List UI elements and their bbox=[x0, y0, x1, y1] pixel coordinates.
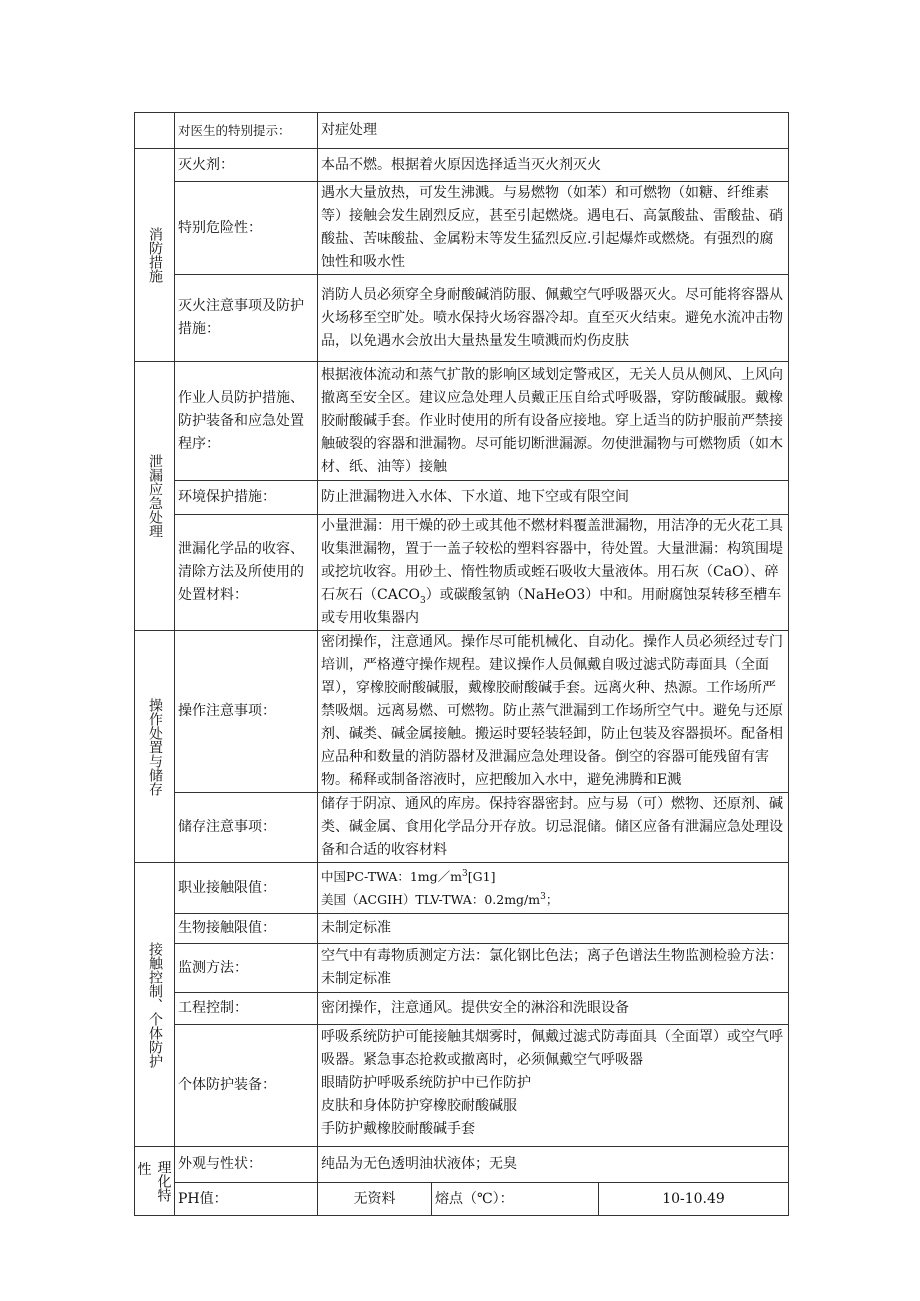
row-label: 操作注意事项： bbox=[175, 631, 318, 793]
row-label: 外观与性状： bbox=[175, 1147, 318, 1183]
melting-point-label: 熔点（℃）： bbox=[432, 1183, 599, 1216]
ppe-line: 呼吸系统防护可能接触其烟雾时，佩戴过滤式防毒面具（全面罩）或空气呼吸器。紧急事态抢救或撤离时，必须佩戴空气呼吸器 bbox=[321, 1029, 783, 1068]
row-label: 工程控制： bbox=[175, 993, 318, 1025]
row-value bbox=[318, 1025, 789, 1147]
row-value bbox=[318, 863, 789, 914]
row-value: 储存于阴凉、通风的库房。保持容器密封。应与易（可）燃物、还原剂、碱类、碱金属、食用化学品分开存放。切忌混储。储区应备有泄漏应急处理设备和合适的收容材料 bbox=[318, 793, 789, 863]
subscript: 3 bbox=[420, 595, 426, 606]
section-exposure-label: 接触控制、个体防护 bbox=[147, 941, 163, 1068]
row-value: 消防人员必须穿全身耐酸碱消防服、佩戴空气呼吸器灭火。尽可能将容器从火场移至空旷处。喷水保持火场容器冷却。直至灭火结束。避免水流冲击物品，以免遇水会放出大量热量发生喷溅而灼伤皮肤 bbox=[318, 275, 789, 362]
doctor-value: 对症处理 bbox=[318, 113, 789, 149]
row-label: 储存注意事项： bbox=[175, 793, 318, 863]
ppe-line: 眼睛防护呼吸系统防护中已作防护 bbox=[321, 1075, 531, 1091]
section-fire-label: 消防措施 bbox=[147, 227, 163, 283]
empty-section-cell bbox=[135, 113, 175, 149]
row-label: 环境保护措施： bbox=[175, 481, 318, 515]
row-label: 作业人员防护措施、防护装备和应急处置程序： bbox=[175, 362, 318, 481]
row-value bbox=[318, 515, 789, 631]
ppe-line: 皮肤和身体防护穿橡胶耐酸碱服 bbox=[321, 1098, 517, 1114]
row-value: 根据液体流动和蒸气扩散的影响区域划定警戒区，无关人员从侧风、上风向撤离至安全区。建议应急处理人员戴正压自给式呼吸器，穿防酸碱服。戴橡胶耐酸碱手套。作业时使用的所有设备应接地。穿上适当的防护服前严禁接触破裂的容器和泄漏物。尽可能切断泄漏源。勿使泄漏物与可燃物质（如木材、纸、油等）接触 bbox=[318, 362, 789, 481]
section-leak bbox=[135, 362, 175, 631]
section-physchem-label-a: 性 bbox=[137, 1162, 152, 1178]
row-label: 灭火剂： bbox=[175, 149, 318, 182]
table-row bbox=[135, 1025, 789, 1147]
row-value: 纯品为无色透明油状液体；无臭 bbox=[318, 1147, 789, 1183]
row-label: 职业接触限值： bbox=[175, 863, 318, 914]
exposure-line: 中国PC-TWA：$1mg/m^3[G1]$ bbox=[321, 868, 496, 884]
row-label: PH值： bbox=[175, 1183, 318, 1216]
table-row bbox=[135, 631, 789, 793]
table-row bbox=[135, 793, 789, 863]
table-row bbox=[135, 149, 789, 182]
row-label: 监测方法： bbox=[175, 944, 318, 993]
row-label: 个体防护装备： bbox=[175, 1025, 318, 1147]
table-row bbox=[135, 362, 789, 481]
melting-point-value: 10-10.49 bbox=[599, 1183, 789, 1216]
row-value: 防止泄漏物进入水体、下水道、地下空或有限空间 bbox=[318, 481, 789, 515]
table-row bbox=[135, 1183, 789, 1216]
row-label: 泄漏化学品的收容、清除方法及所使用的处置材料： bbox=[175, 515, 318, 631]
section-handling bbox=[135, 631, 175, 863]
table-row bbox=[135, 481, 789, 515]
section-fire bbox=[135, 149, 175, 362]
table-row bbox=[135, 863, 789, 914]
table-row bbox=[135, 1147, 789, 1183]
value-part: 小量泄漏：用干燥的砂土或其他不燃材料覆盖泄漏物，用洁净的无火花工具收集泄漏物，置于一盖子较松的塑料容器中，待处置。大量泄漏：构筑围堤或挖坑收容。用砂土、惰性物质或蛭石吸收大量液体。用石灰（CaO）、碎石灰石（CACO bbox=[321, 518, 783, 603]
row-label: 特别危险性： bbox=[175, 182, 318, 275]
row-value: 空气中有毒物质测定方法：氯化钢比色法；离子色谱法生物监测检验方法：未制定标准 bbox=[318, 944, 789, 993]
section-exposure bbox=[135, 863, 175, 1147]
ph-value: 无资料 bbox=[318, 1183, 432, 1216]
table-row bbox=[135, 275, 789, 362]
row-value: 本品不燃。根据着火原因选择适当灭火剂灭火 bbox=[318, 149, 789, 182]
table-row bbox=[135, 182, 789, 275]
row-label: 生物接触限值： bbox=[175, 914, 318, 944]
row-value: 密闭操作，注意通风。操作尽可能机械化、自动化。操作人员必须经过专门培训，严格遵守操作规程。建议操作人员佩戴自吸过滤式防毒面具（全面罩），穿橡胶耐酸碱服，戴橡胶耐酸碱手套。远离火种、热源。工作场所严禁吸烟。远离易燃、可燃物。防止蒸气泄漏到工作场所空气中。避免与还原剂、碱类、碱金属接触。搬运时要轻装轻卸，防止包装及容器损坏。配备相应品种和数量的消防器材及泄漏应急处理设备。倒空的容器可能残留有害物。稀释或制备溶液时，应把酸加入水中，避免沸腾和E溅 bbox=[318, 631, 789, 793]
section-physchem bbox=[135, 1147, 175, 1216]
section-physchem-label-b: 理化特 bbox=[155, 1160, 172, 1202]
table-row bbox=[135, 914, 789, 944]
table-row bbox=[135, 993, 789, 1025]
table-row bbox=[135, 944, 789, 993]
doctor-row bbox=[135, 113, 789, 149]
row-label: 灭火注意事项及防护措施： bbox=[175, 275, 318, 362]
row-value: 遇水大量放热，可发生沸溅。与易燃物（如苯）和可燃物（如糖、纤维素等）接触会发生剧烈反应，甚至引起燃烧。遇电石、高氯酸盐、雷酸盐、硝酸盐、苦味酸盐、金属粉末等发生猛烈反应.引起爆炸或燃烧。有强烈的腐蚀性和吸水性 bbox=[318, 182, 789, 275]
section-leak-label: 泄漏应急处理 bbox=[147, 454, 163, 538]
section-handling-label: 操作处置与储存 bbox=[147, 697, 163, 796]
value-part: ）或碳酸氢钠（NaHeO3）中和。用耐腐蚀泵转移至槽车或专用收集器内 bbox=[321, 587, 782, 626]
ppe-line: 手防护戴橡胶耐酸碱手套 bbox=[321, 1121, 475, 1137]
exposure-line: 美国（ACGIH）TLV-TWA：$0.2mg/m^3$； bbox=[321, 891, 559, 907]
table-row bbox=[135, 515, 789, 631]
row-value: 未制定标准 bbox=[318, 914, 789, 944]
row-value: 密闭操作，注意通风。提供安全的淋浴和洗眼设备 bbox=[318, 993, 789, 1025]
doctor-label: 对医生的特别提示： bbox=[175, 113, 318, 149]
safety-data-table bbox=[134, 112, 789, 1216]
